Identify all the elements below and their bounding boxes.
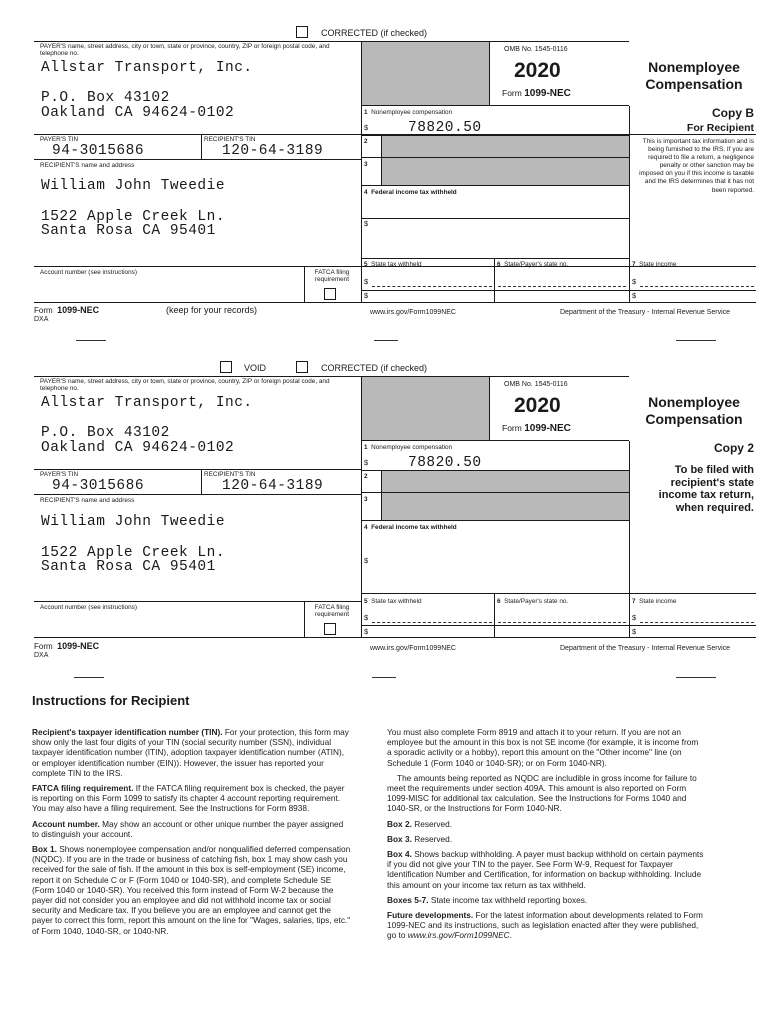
payer-tin: 94-3015686	[52, 478, 145, 494]
box5-label: 5 State tax withheld	[364, 598, 422, 605]
footer-dxa: DXA	[34, 652, 49, 659]
omb-number: OMB No. 1545-0116	[504, 381, 568, 388]
form-copy-2	[34, 361, 756, 661]
corrected-checkbox[interactable]	[296, 361, 308, 373]
box4-dollar: $	[364, 219, 369, 228]
fatca-checkbox[interactable]	[324, 288, 336, 300]
box1-label: 1 Nonemployee compensation	[364, 109, 453, 116]
recipient-address-line2: Santa Rosa CA 95401	[41, 559, 216, 575]
box3-label: 3	[364, 496, 368, 503]
copy-subtitle: For Recipient	[686, 122, 754, 134]
form-label: Form 1099-NEC	[502, 423, 571, 434]
box5-dollar: $	[364, 291, 369, 300]
shaded-area	[381, 135, 629, 185]
payer-name: Allstar Transport, Inc.	[41, 60, 253, 76]
payer-tin-label: PAYER'S TIN	[40, 471, 79, 478]
boxes5-7-paragraph: Boxes 5-7. State income tax withheld reporting boxes.	[387, 894, 588, 905]
box5-dollar: $	[364, 627, 369, 636]
box7-dollar: $	[632, 627, 637, 636]
fatca-checkbox[interactable]	[324, 623, 336, 635]
recipient-name-label: RECIPIENT'S name and address	[40, 497, 135, 504]
box2-label: 2	[364, 138, 368, 145]
account-paragraph: Account number. May show an account or other unique number the payer assigned to distinguish your account.	[32, 818, 344, 839]
copy-subtitle: To be filed with recipient's state income tax return, when required.	[658, 464, 754, 514]
footer-department: Department of the Treasury - Internal Revenue Service	[560, 645, 731, 652]
box1-value: 78820.50	[408, 120, 482, 136]
payer-name: Allstar Transport, Inc.	[41, 395, 253, 411]
box7-dollar: $	[632, 291, 637, 300]
box1-label: 1 Nonemployee compensation	[364, 444, 453, 451]
box1-value: 78820.50	[408, 455, 482, 471]
payer-address-line1: P.O. Box 43102	[41, 90, 170, 106]
recipient-name: William John Tweedie	[41, 178, 226, 194]
box4-label: 4 Federal income tax withheld	[364, 524, 457, 531]
box7-dollar: $	[632, 613, 637, 622]
box4-label: 4 Federal income tax withheld	[364, 189, 457, 196]
keep-records-note: (keep for your records)	[166, 305, 258, 315]
instructions-heading: Instructions for Recipient	[32, 693, 190, 708]
fatca-label: FATCA filing requirement	[314, 604, 350, 618]
corrected-label: CORRECTED (if checked)	[321, 363, 428, 373]
fatca-label: FATCA filing requirement	[314, 269, 350, 283]
box5-dollar: $	[364, 277, 369, 286]
copy-label: Copy B	[712, 106, 754, 120]
box3-paragraph: Box 3. Reserved.	[387, 833, 453, 844]
recipient-tin: 120-64-3189	[222, 143, 324, 159]
recipient-address-line1: 1522 Apple Creek Ln.	[41, 209, 226, 225]
box4-paragraph: Box 4. Shows backup withholding. A payer must backup withhold on certain payments if you did not give your TIN to the payer. See Form W-9, Request for Taxpayer Identification Number and Certification, for information on backup withholding. Include this amount on your income tax return as tax withheld.	[387, 849, 704, 890]
box6-label: 6 State/Payer's state no.	[497, 598, 569, 605]
box7-dollar: $	[632, 277, 637, 286]
corrected-checkbox[interactable]	[296, 26, 308, 38]
payer-address-line2: Oakland CA 94624-0102	[41, 440, 235, 456]
tin-paragraph: Recipient's taxpayer identification number (TIN). For your protection, this form may show only the last four digits of your TIN (social security number (SSN), individual taxpayer identification number (ITIN), adoption taxpayer identification number (ATIN), or employer identification number (EIN)). However, the issuer has reported your complete TIN to the IRS.	[32, 727, 349, 778]
form-title: Nonemployee Compensation	[645, 59, 743, 92]
tax-year: 2020	[514, 59, 561, 82]
irs-link[interactable]: www.irs.gov/Form1099NEC	[407, 930, 510, 941]
box7-label: 7 State income	[632, 598, 677, 605]
shaded-area	[361, 42, 489, 105]
footer-department: Department of the Treasury - Internal Revenue Service	[560, 309, 731, 316]
payer-address-line2: Oakland CA 94624-0102	[41, 105, 235, 121]
form-copy-b	[34, 26, 756, 326]
box4-dollar: $	[364, 556, 369, 565]
footer-dxa: DXA	[34, 316, 49, 323]
copy-label: Copy 2	[713, 441, 754, 455]
void-checkbox[interactable]	[220, 361, 232, 373]
box6-label: 6 State/Payer's state no.	[497, 261, 569, 268]
box5-dollar: $	[364, 613, 369, 622]
instructions-left-column	[32, 727, 352, 941]
account-number-label: Account number (see instructions)	[40, 604, 137, 611]
form8919-paragraph: You must also complete Form 8919 and attach it to your return. If you are not an employee but the amount in this box is not SE income (for example, it is income from a sporadic activity or a hobby), report this amount on the "Other income" line (on Schedule 1 (Form 1040 or 1040-SR); or on Form 1040-NR).	[387, 727, 699, 768]
shaded-area	[361, 377, 489, 440]
box2-label: 2	[364, 473, 368, 480]
recipient-tin: 120-64-3189	[222, 478, 324, 494]
payer-name-label: PAYER'S name, street address, city or town, state or province, country, ZIP or foreign postal code, and telephone no.	[40, 43, 330, 57]
box1-dollar: $	[364, 458, 369, 467]
fatca-paragraph: FATCA filing requirement. If the FATCA filing requirement box is checked, the payer is reporting on this Form 1099 to satisfy its chapter 4 account reporting requirement. You may also have a filing requirement. See the Instructions for Form 8938.	[32, 783, 345, 814]
payer-tin: 94-3015686	[52, 143, 145, 159]
payer-name-label: PAYER'S name, street address, city or town, state or province, country, ZIP or foreign postal code, and telephone no.	[40, 378, 330, 392]
form-label: Form 1099-NEC	[502, 88, 571, 99]
future-developments-paragraph: Future developments. For the latest information about developments related to Form 1099-NEC and its instructions, such as legislation enacted after they were published, go to www.irs.gov/Form1099NEC.	[387, 910, 703, 941]
recipient-tin-label: RECIPIENT'S TIN	[204, 136, 256, 143]
shaded-area	[381, 470, 629, 520]
recipient-name-label: RECIPIENT'S name and address	[40, 162, 135, 169]
box1-dollar: $	[364, 123, 369, 132]
box7-label: 7 State income	[632, 261, 677, 268]
footer-form: Form 1099-NEC	[34, 305, 100, 315]
recipient-address-line1: 1522 Apple Creek Ln.	[41, 545, 226, 561]
recipient-address-line2: Santa Rosa CA 95401	[41, 223, 216, 239]
footer-url: www.irs.gov/Form1099NEC	[370, 645, 456, 652]
payer-address-line1: P.O. Box 43102	[41, 425, 170, 441]
corrected-label: CORRECTED (if checked)	[321, 28, 428, 38]
instructions-right-column	[387, 727, 705, 946]
omb-number: OMB No. 1545-0116	[504, 46, 568, 53]
payer-tin-label: PAYER'S TIN	[40, 136, 79, 143]
box2-paragraph: Box 2. Reserved.	[387, 818, 453, 829]
recipient-tin-label: RECIPIENT'S TIN	[204, 471, 256, 478]
box1-paragraph: Box 1. Shows nonemployee compensation and/or nonqualified deferred compensation (NQDC). If you are in the trade or business of catching fish, box 1 may show cash you received for the sale of fish. If the amount in this box is self-employment (SE) income, report it on Schedule C or F (Form 1040 or 1040-SR), and complete Schedule SE (Form 1040 or 1040-SR). You received this form instead of Form W-2 because the payer did not consider you an employee and did not withhold income tax or social security and Medicare tax. If you believe you are an employee and cannot get the payer to correct this form, report this amount on the line for "Wages, salaries, tips, etc." of Form 1040, 1040-SR, or 1040-NR.	[32, 844, 351, 936]
void-label: VOID	[244, 363, 267, 373]
recipient-name: William John Tweedie	[41, 514, 226, 530]
box3-label: 3	[364, 161, 368, 168]
form-title: Nonemployee Compensation	[645, 394, 743, 427]
nqdc-paragraph: The amounts being reported as NQDC are includible in gross income for failure to meet the requirements under section 409A. This amount is also reported on Form 1099-MISC for additional tax calculation. See the Instructions for Forms 1040 and 1040-SR, or the Instructions for Form 1040-NR.	[387, 772, 697, 814]
footer-form: Form 1099-NEC	[34, 641, 100, 651]
account-number-label: Account number (see instructions)	[40, 269, 137, 276]
box5-label: 5 State tax withheld	[364, 261, 422, 268]
tax-notice: This is important tax information and is being furnished to the IRS. If you are required to file a return, a negligence penalty or other sanction may be imposed on you if this income is taxable and the IRS determines that it has not been reported.	[639, 138, 754, 194]
footer-url: www.irs.gov/Form1099NEC	[370, 309, 456, 316]
tax-year: 2020	[514, 394, 561, 417]
